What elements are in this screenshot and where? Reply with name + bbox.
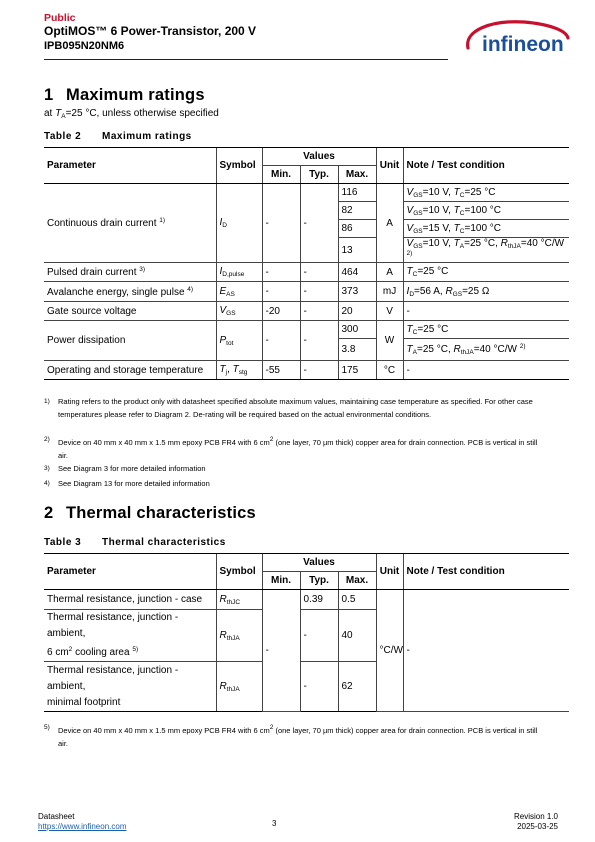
- part-number: IPB095N20NM6: [44, 40, 125, 52]
- table-row: Thermal resistance, junction - case $R_{thJC}$ - 0.39 0.5 °C/W -: [44, 590, 569, 610]
- page-number: 3: [272, 819, 277, 828]
- document-title: OptiMOS™ 6 Power-Transistor, 200 V: [44, 24, 257, 38]
- col-min: Min.: [262, 166, 300, 184]
- classification-label: Public: [44, 12, 76, 24]
- footer-website-link[interactable]: https://www.infineon.com: [38, 822, 127, 831]
- table-row: Avalanche energy, single pulse $^{4)}$ $E_{AS}$ - - 373 mJ $I_D=56$ A, $R_{GS}=25$ Ω: [44, 282, 569, 302]
- col-unit: Unit: [376, 148, 403, 184]
- table-row: 82 $V_{GS}=10$ V, $T_C=100$ °C: [44, 202, 569, 220]
- table-2-caption: Table 2 Maximum ratings: [44, 131, 192, 142]
- footer-revision: Revision 1.0: [513, 812, 558, 821]
- infineon-logo: [462, 18, 572, 65]
- col-note: Note / Test condition: [403, 554, 569, 590]
- section-1-condition: at $T_A=25$ °C, unless otherwise specified: [44, 108, 219, 120]
- table-row: Power dissipation $P_{tot}$ - - 300 W $T_C=25$ °C: [44, 321, 569, 339]
- footnote-3: $^{3)}$ See Diagram 3 for more detailed information: [44, 464, 206, 473]
- col-max: Max.: [338, 166, 376, 184]
- table-row: Thermal resistance, junction - ambient, minimal footprint $R_{thJA}$ - 62: [44, 662, 569, 712]
- table-row: Operating and storage temperature $T_j$, $T_{stg}$ -55 - 175 °C -: [44, 361, 569, 380]
- col-symbol: Symbol: [216, 554, 262, 590]
- col-min: Min.: [262, 572, 300, 590]
- col-typ: Typ.: [300, 166, 338, 184]
- col-max: Max.: [338, 572, 376, 590]
- thermal-characteristics-table: [44, 553, 569, 712]
- header-divider: [44, 59, 448, 60]
- footnote-1: $^{1)}$ Rating refers to the product only with datasheet specified absolute maximum values, maintaining case temperature as specified. For other case temperatures please refer to Diagram 2. De-rating will be required based on the actual environmental conditions.: [44, 397, 533, 419]
- col-note: Note / Test condition: [403, 148, 569, 184]
- table-row: Gate source voltage $V_{GS}$ -20 - 20 V -: [44, 302, 569, 321]
- col-typ: Typ.: [300, 572, 338, 590]
- col-parameter: Parameter: [44, 554, 216, 590]
- col-values: Values: [262, 148, 376, 166]
- logo-text: infineon: [482, 33, 564, 56]
- table-row: 86 $V_{GS}=15$ V, $T_C=100$ °C: [44, 220, 569, 238]
- table-row: 3.8 $T_A=25$ °C, $R_{thJA}=40$ °C/W $^{2)}$: [44, 339, 569, 361]
- maximum-ratings-table: [44, 147, 569, 380]
- footnote-4: $^{4)}$ See Diagram 13 for more detailed information: [44, 479, 210, 488]
- table-row: Continuous drain current $^{1)}$ $I_D$ - - 116 A $V_{GS}=10$ V, $T_C=25$ °C: [44, 184, 569, 202]
- col-values: Values: [262, 554, 376, 572]
- footer-doc-type: Datasheet: [38, 812, 75, 821]
- section-2-heading: 2 Thermal characteristics: [44, 504, 256, 522]
- table-3-caption: Table 3 Thermal characteristics: [44, 537, 226, 548]
- col-symbol: Symbol: [216, 148, 262, 184]
- col-unit: Unit: [376, 554, 403, 590]
- table-row: Thermal resistance, junction - ambient, 6 $cm^2$ cooling area $^{5)}$ $R_{thJA}$ - 40: [44, 610, 569, 662]
- col-parameter: Parameter: [44, 148, 216, 184]
- table-row: Pulsed drain current $^{3)}$ $I_{D,pulse}$ - - 464 A $T_C=25$ °C: [44, 263, 569, 282]
- footnote-5: $^{5)}$ Device on 40 mm x 40 mm x 1.5 mm epoxy PCB FR4 with 6 $cm^2$ (one layer, 70 µm thick) copper area for drain connection. PCB is vertical in still air.: [44, 724, 538, 748]
- footer-date: 2025-03-25: [517, 822, 558, 831]
- footnote-2: $^{2)}$ Device on 40 mm x 40 mm x 1.5 mm epoxy PCB FR4 with 6 $cm^2$ (one layer, 70 µm thick) copper area for drain connection. PCB is vertical in still air.: [44, 436, 538, 460]
- section-1-heading: 1 Maximum ratings: [44, 86, 205, 104]
- table-row: 13 $V_{GS}=10$ V, $T_A=25$ °C, $R_{thJA}=40$ °C/W $^{2)}$: [44, 238, 569, 263]
